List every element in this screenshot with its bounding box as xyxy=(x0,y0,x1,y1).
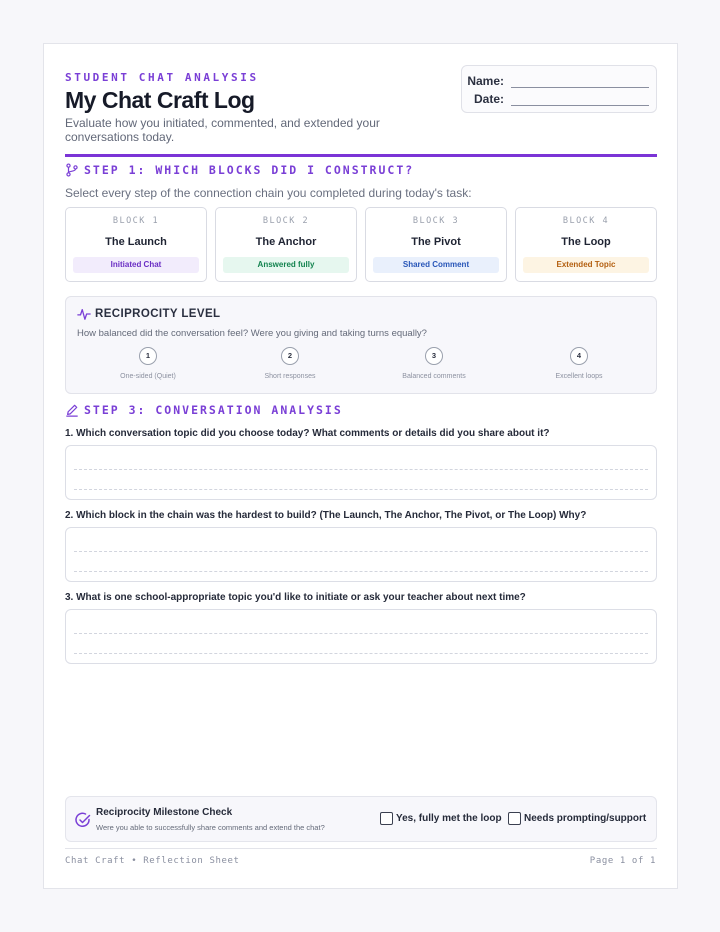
scale-option-3[interactable] xyxy=(384,347,484,380)
answer-box-1[interactable] xyxy=(65,445,657,500)
name-label: Name: xyxy=(467,74,504,88)
check-circle-icon xyxy=(75,812,91,828)
checkbox[interactable] xyxy=(380,812,393,825)
block-chain xyxy=(65,207,657,282)
block-card-launch[interactable] xyxy=(65,207,207,282)
block-name: The Launch xyxy=(105,236,167,248)
page-subtitle: Evaluate how you initiated, commented, and extended your conversations today. xyxy=(65,116,380,144)
date-row[interactable] xyxy=(462,90,658,108)
scale-caption: Excellent loops xyxy=(555,373,603,380)
step1-lead: Select every step of the connection chain you completed during today's task: xyxy=(65,186,472,200)
footer-divider xyxy=(65,848,657,849)
block-tag: Extended Topic xyxy=(523,257,649,273)
name-date-box xyxy=(461,65,657,113)
reciprocity-question: How balanced did the conversation feel? Were you giving and taking turns equally? xyxy=(77,328,427,339)
block-tag: Initiated Chat xyxy=(73,257,199,273)
scale-caption: One-sided (Quiet) xyxy=(120,373,176,380)
scale-dot[interactable]: 3 xyxy=(425,347,443,365)
footer-page-number: Page 1 of 1 xyxy=(589,856,656,866)
question-3: 3. What is one school-appropriate topic you'd like to initiate or ask your teacher about next time? xyxy=(65,592,526,603)
name-row[interactable] xyxy=(462,72,658,90)
scale-option-2[interactable] xyxy=(240,347,340,380)
block-card-loop[interactable] xyxy=(515,207,657,282)
reciprocity-heading xyxy=(77,307,220,321)
footer-left: Chat Craft • Reflection Sheet xyxy=(65,856,240,866)
question-2: 2. Which block in the chain was the hardest to build? (The Launch, The Anchor, The Pivot, or The Loop) Why? xyxy=(65,510,587,521)
block-number: BLOCK 3 xyxy=(412,216,460,226)
pulse-icon xyxy=(77,307,91,321)
milestone-title: Reciprocity Milestone Check xyxy=(96,807,233,818)
block-name: The Loop xyxy=(561,236,611,248)
block-name: The Pivot xyxy=(411,236,461,248)
checkbox-label: Needs prompting/support xyxy=(524,813,647,824)
block-number: BLOCK 1 xyxy=(112,216,160,226)
block-number: BLOCK 4 xyxy=(562,216,610,226)
branch-icon xyxy=(65,163,79,177)
step1-title: STEP 1: WHICH BLOCKS DID I CONSTRUCT? xyxy=(84,163,415,177)
scale-caption: Balanced comments xyxy=(402,373,466,380)
date-label: Date: xyxy=(473,92,504,106)
question-1: 1. Which conversation topic did you choose today? What comments or details did you share about it? xyxy=(65,428,550,439)
reciprocity-title: RECIPROCITY LEVEL xyxy=(95,308,221,320)
step1-heading xyxy=(65,163,414,177)
scale-dot[interactable]: 2 xyxy=(281,347,299,365)
header-divider xyxy=(65,154,657,157)
date-line[interactable] xyxy=(511,105,649,106)
checkbox-option-needs-support[interactable] xyxy=(508,812,646,825)
block-number: BLOCK 2 xyxy=(262,216,310,226)
milestone-check xyxy=(65,796,657,842)
scale-option-4[interactable] xyxy=(529,347,629,380)
name-line[interactable] xyxy=(511,87,649,88)
checkbox[interactable] xyxy=(508,812,521,825)
scale-dot[interactable]: 4 xyxy=(570,347,588,365)
scale-caption: Short responses xyxy=(264,373,316,380)
pencil-icon xyxy=(65,403,79,417)
worksheet-page xyxy=(43,43,678,889)
step3-title: STEP 3: CONVERSATION ANALYSIS xyxy=(84,403,343,417)
step3-heading xyxy=(65,403,343,417)
scale-dot[interactable]: 1 xyxy=(139,347,157,365)
block-tag: Shared Comment xyxy=(373,257,499,273)
milestone-subtitle: Were you able to successfully share comments and extend the chat? xyxy=(96,823,325,832)
checkbox-label: Yes, fully met the loop xyxy=(396,813,502,824)
block-tag: Answered fully xyxy=(223,257,349,273)
block-name: The Anchor xyxy=(255,236,317,248)
answer-box-3[interactable] xyxy=(65,609,657,664)
answer-box-2[interactable] xyxy=(65,527,657,582)
block-card-anchor[interactable] xyxy=(215,207,357,282)
page-title: My Chat Craft Log xyxy=(65,87,255,113)
reciprocity-panel xyxy=(65,296,657,394)
block-card-pivot[interactable] xyxy=(365,207,507,282)
scale-option-1[interactable] xyxy=(98,347,198,380)
header-kicker: STUDENT CHAT ANALYSIS xyxy=(65,71,259,84)
checkbox-option-yes[interactable] xyxy=(380,812,502,825)
